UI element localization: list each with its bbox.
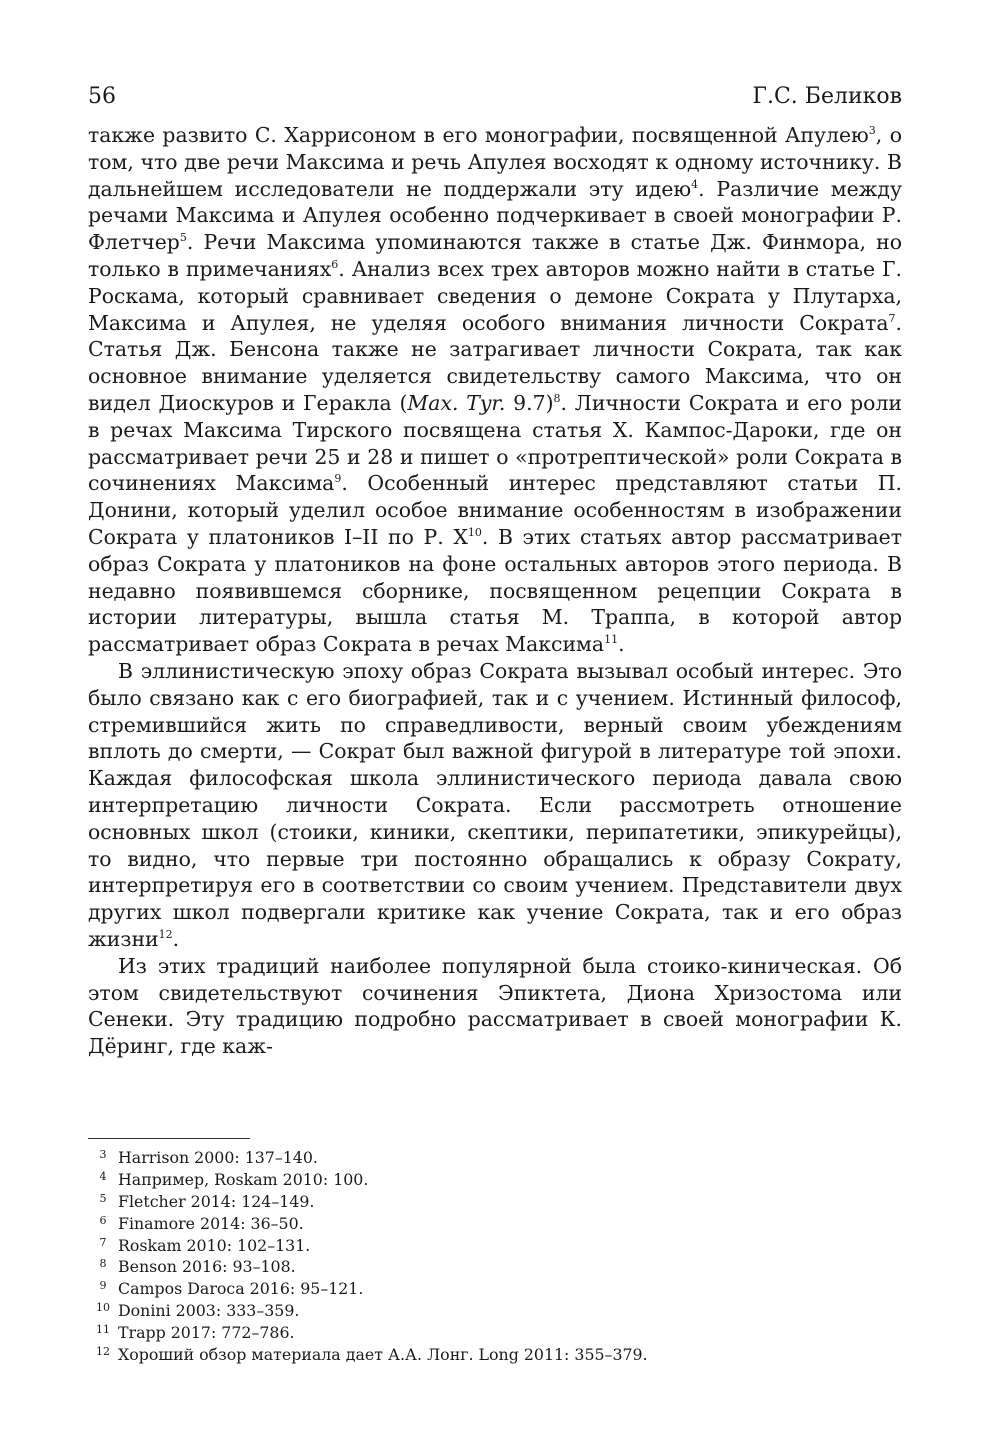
footnote-ref: 8 <box>553 392 561 406</box>
footnote-text: Campos Daroca 2016: 95–121. <box>118 1279 364 1299</box>
footnote <box>88 1278 902 1300</box>
footnote <box>88 1213 902 1235</box>
footnote <box>88 1169 902 1191</box>
footnote <box>88 1235 902 1257</box>
text-run: Из этих традиций наиболее популярной была стоико-киническая. Об этом свидетельствуют сочинения Эпиктета, Диона Хризостома или Сенеки. Эту традицию подробно рассматривает в своей монографии К. Дёринг, где каж- <box>88 953 902 1059</box>
page <box>88 84 902 1366</box>
paragraph <box>88 658 902 953</box>
footnote-text: Fletcher 2014: 124–149. <box>118 1191 315 1211</box>
footnote-ref: 9 <box>334 472 342 486</box>
text-run: . Речи Максима упоминаются также в статье Дж. Финмора, но только в примечаниях <box>88 230 902 281</box>
footnote-text: Например, Roskam 2010: 100. <box>118 1169 369 1189</box>
paragraph <box>88 953 902 1060</box>
footnote-number: 4 <box>99 1169 107 1183</box>
text-run: . Особенный интерес представляют статьи П. Донини, который уделил особое внимание особенностям в изображении Сократа у платоников I–II по Р. Х <box>88 471 902 549</box>
footnote-number: 11 <box>96 1323 110 1337</box>
footnotes <box>88 1147 902 1366</box>
footnote-ref: 4 <box>691 177 699 191</box>
page-number: 56 <box>88 84 116 109</box>
footnote-number: 12 <box>96 1345 110 1359</box>
footnote-number: 5 <box>99 1191 107 1205</box>
body-text <box>88 122 902 1060</box>
footnote-ref: 12 <box>158 928 173 942</box>
footnote-text: Donini 2003: 333–359. <box>118 1301 300 1321</box>
emphasis-text: Max. Tyr. <box>407 390 506 415</box>
text-run: также развито С. Харрисоном в его монографии, посвященной Апулею <box>88 123 869 147</box>
text-run: . Анализ всех трех авторов можно найти в статье Г. Роскама, который сравнивает сведения о демоне Сократа у Плутарха, Максима и Апулея, не уделяя особого внимания личности Сократа <box>88 256 902 335</box>
running-header <box>88 84 902 120</box>
footnote-divider <box>88 1138 250 1139</box>
footnote <box>88 1147 902 1169</box>
footnote-ref: 7 <box>888 311 896 325</box>
text-run: . Личности Сократа и его роли в речах Максима Тирского посвящена статья Х. Кампос-Дароки, где он рассматривает речи 25 и 28 и пишет о «протрептической» роли Сократа в сочинениях Максима <box>88 390 902 496</box>
text-run: . <box>618 632 625 657</box>
footnote-number: 10 <box>96 1301 110 1315</box>
footnote-text: Trapp 2017: 772–786. <box>118 1323 295 1343</box>
footnote-text: Roskam 2010: 102–131. <box>118 1235 311 1255</box>
footnote <box>88 1191 902 1213</box>
footnote <box>88 1256 902 1278</box>
footnote-text: Benson 2016: 93–108. <box>118 1257 296 1277</box>
running-author: Г.С. Беликов <box>752 84 902 109</box>
footnote-text: Finamore 2014: 36–50. <box>118 1213 304 1233</box>
footnote-text: Harrison 2000: 137–140. <box>118 1147 318 1167</box>
footnote-ref: 3 <box>868 124 876 138</box>
footnote-number: 3 <box>99 1147 107 1161</box>
footnote-ref: 6 <box>331 258 339 272</box>
text-run: , о том, что две речи Максима и речь Апулея восходят к одному источнику. В дальнейшем исследователи не поддержали эту идею <box>88 123 902 201</box>
text-run: В эллинистическую эпоху образ Сократа вызывал особый интерес. Это было связано как с его биографией, так и с учением. Истинный философ, стремившийся жить по справедливости, верный своим убеждениям вплоть до смерти, — Сократ был важной фигурой в литературе той эпохи. Каждая философская школа эллинистического периода давала свою интерпретацию личности Сократа. Если рассмотреть отношение основных школ (стоики, киники, скептики, перипатетики, эпикурейцы), то видно, что первые три постоянно обращались к образу Сократу, интерпретируя его в соответствии со своим учением. Представители двух других школ подвергали критике как учение Сократа, так и его образ жизни <box>88 658 902 951</box>
footnote-number: 7 <box>99 1235 107 1249</box>
footnote-number: 8 <box>99 1257 107 1271</box>
footnote-number: 9 <box>99 1279 107 1293</box>
footnote <box>88 1322 902 1344</box>
footnote-ref: 10 <box>467 526 482 540</box>
text-run: . Статья Дж. Бенсона также не затрагивает личности Сократа, так как основное внимание уделяется свидетельству самого Максима, что он видел Диоскуров и Геракла ( <box>88 310 902 415</box>
footnote-ref: 5 <box>179 231 187 245</box>
footnote-text: Хороший обзор материала дает А.А. Лонг. Long 2011: 355–379. <box>118 1345 648 1365</box>
text-run: . <box>172 926 180 951</box>
text-run: . Различие между речами Максима и Апулея особенно подчеркивает в своей монографии Р. Флетчер <box>88 176 902 255</box>
footnote <box>88 1300 902 1322</box>
footnote <box>88 1344 902 1366</box>
footnote-ref: 11 <box>604 633 619 647</box>
text-run: . В этих статьях автор рассматривает образ Сократа у платоников на фоне остальных авторов этого периода. В недавно появившемся сборнике, посвященном рецепции Сократа в истории литературы, вышла статья М. Траппа, в которой автор рассматривает образ Сократа в речах Максима <box>88 524 902 657</box>
text-run: 9.7) <box>505 390 554 415</box>
paragraph <box>88 122 902 658</box>
footnote-number: 6 <box>99 1213 107 1227</box>
